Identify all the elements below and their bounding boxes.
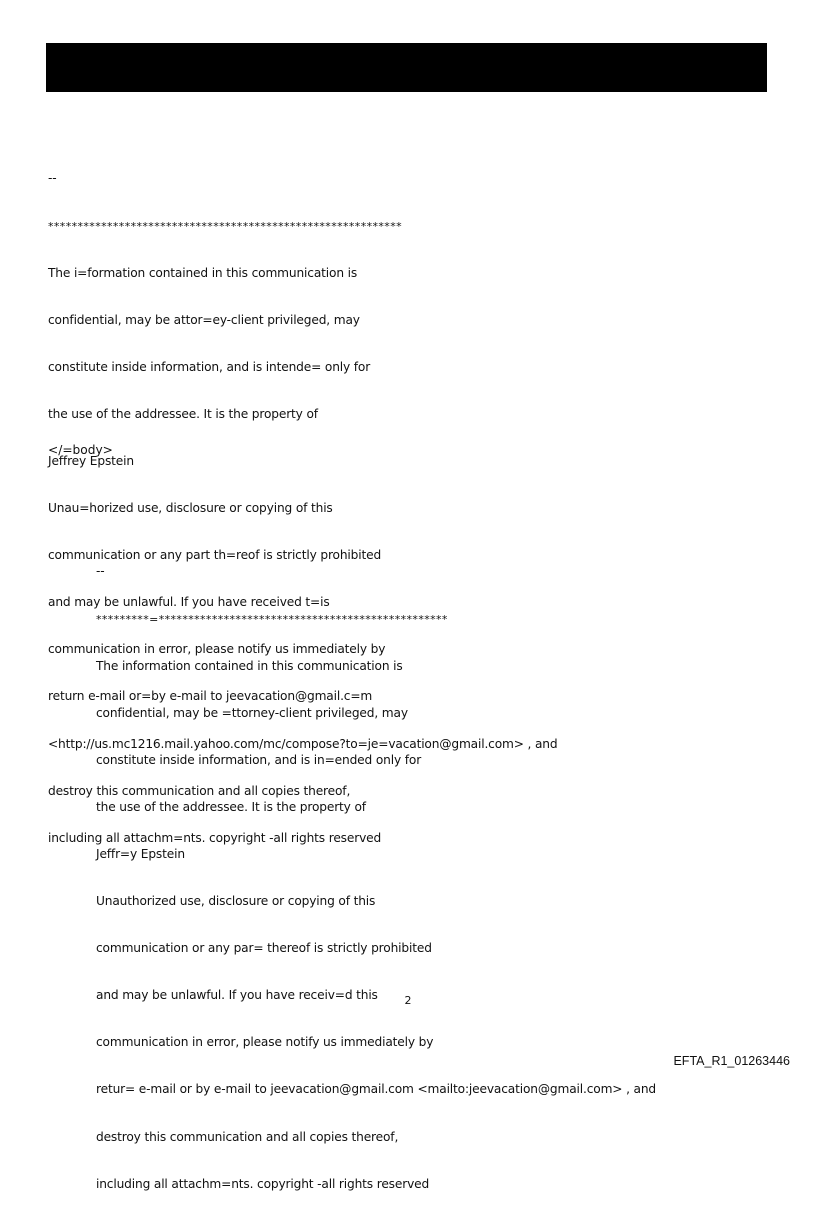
- text-line: including all attachm=nts. copyright -all rights reserved: [48, 830, 382, 845]
- text-line: return e-mail or=by e-mail to jeevacation@gmail.c=m: [48, 689, 373, 704]
- text-line: the use of the addressee. It is the property of: [48, 406, 318, 421]
- text-line: communication or any part th=reof is strictly prohibited: [48, 548, 382, 563]
- dash-separator: --: [96, 564, 105, 579]
- text-line: Jeffrey Epstein: [48, 453, 134, 468]
- text-line: retur= e-mail or by e-mail to jeevacation@gmail.com <mailto:jeevacation@gmail.com> , and: [96, 1082, 657, 1097]
- text-line: including all attachm=nts. copyright -all rights reserved: [96, 1176, 430, 1191]
- text-line: The i=formation contained in this communication is: [48, 265, 358, 280]
- dash-separator: --: [48, 171, 57, 186]
- text-line: and may be unlawful. If you have receiv=d this: [96, 988, 378, 1003]
- page-number: 2: [404, 994, 412, 1007]
- text-line: destroy this communication and all copies thereof,: [96, 1129, 399, 1144]
- text-line: destroy this communication and all copies thereof,: [48, 783, 351, 798]
- text-line: Unau=horized use, disclosure or copying of this: [48, 501, 333, 516]
- disclaimer-block-2: [96, 533, 656, 1208]
- asterisk-separator: *********=*************************************************: [96, 612, 448, 626]
- text-line: the use of the addressee. It is the property of: [96, 799, 366, 814]
- text-line: communication or any par= thereof is strictly prohibited: [96, 941, 432, 956]
- text-line: The information contained in this communication is: [96, 658, 403, 673]
- text-line: constitute inside information, and is intende= only for: [48, 359, 371, 374]
- text-line: communication in error, please notify us immediately by: [96, 1035, 434, 1050]
- text-line: Jeffr=y Epstein: [96, 846, 185, 861]
- text-line: Unauthorized use, disclosure or copying of this: [96, 894, 376, 909]
- text-line: constitute inside information, and is in=ended only for: [96, 752, 422, 767]
- text-line: confidential, may be =ttorney-client privileged, may: [96, 705, 408, 720]
- redaction-bar: [46, 43, 767, 92]
- text-line: communication in error, please notify us immediately by: [48, 642, 386, 657]
- body-close-tag: </=body>: [48, 443, 113, 457]
- text-line: and may be unlawful. If you have received t=is: [48, 595, 330, 610]
- asterisk-separator: ************************************************************: [48, 219, 402, 233]
- document-id: EFTA_R1_01263446: [673, 1054, 790, 1068]
- text-line: confidential, may be attor=ey-client privileged, may: [48, 312, 360, 327]
- text-line: <http://us.mc1216.mail.yahoo.com/mc/compose?to=je=vacation@gmail.com> , and: [48, 736, 558, 751]
